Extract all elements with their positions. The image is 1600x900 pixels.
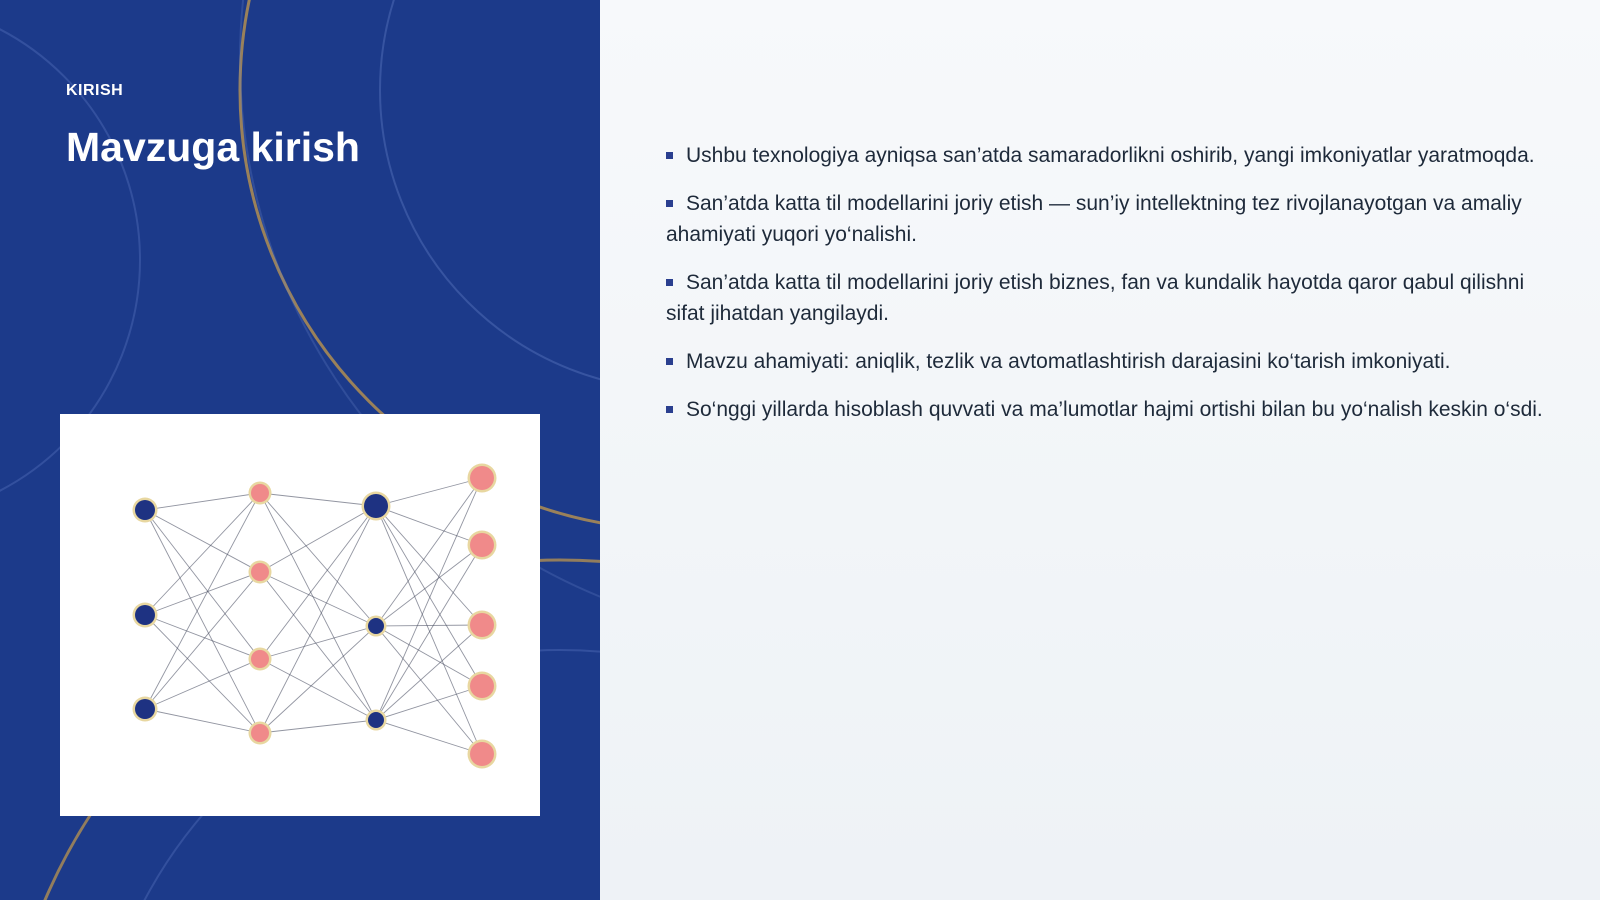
- nn-node: [251, 484, 269, 502]
- nn-connection-line: [260, 720, 376, 733]
- bullet-text: San’atda katta til modellarini joriy etish — sun’iy intellektning tez rivojlanayotgan va amaliy ahamiyati yuqori yo‘nalishi.: [666, 192, 1522, 246]
- nn-edges: [145, 478, 482, 754]
- nn-connection-line: [376, 626, 482, 686]
- nn-node: [135, 605, 155, 625]
- nn-connection-line: [260, 506, 376, 733]
- nn-node: [470, 613, 494, 637]
- bullet-item: [666, 188, 1546, 250]
- right-panel: [600, 0, 1600, 900]
- nn-nodes: [133, 464, 497, 769]
- nn-connection-line: [376, 625, 482, 720]
- nn-connection-line: [145, 572, 260, 615]
- nn-node: [135, 699, 155, 719]
- nn-connection-line: [145, 493, 260, 709]
- nn-connection-line: [376, 626, 482, 754]
- slide-title: Mavzuga kirish: [66, 124, 360, 170]
- nn-connection-line: [145, 659, 260, 709]
- nn-connection-line: [376, 625, 482, 626]
- nn-connection-line: [145, 493, 260, 510]
- bullet-item: [666, 394, 1546, 425]
- nn-connection-line: [376, 720, 482, 754]
- neural-network-illustration: [60, 414, 540, 816]
- nn-connection-line: [260, 506, 376, 659]
- nn-connection-line: [145, 572, 260, 709]
- nn-connection-line: [376, 506, 482, 545]
- section-kicker: KIRISH: [66, 82, 124, 99]
- bullet-item: [666, 346, 1546, 377]
- nn-node: [368, 712, 384, 728]
- nn-node: [364, 494, 388, 518]
- nn-node: [470, 533, 494, 557]
- square-bullet-icon: [666, 279, 673, 286]
- left-panel: [0, 0, 600, 900]
- bullet-item: [666, 267, 1546, 329]
- nn-connection-line: [376, 545, 482, 626]
- nn-node: [135, 500, 155, 520]
- nn-connection-line: [145, 493, 260, 615]
- neural-network-diagram: [60, 414, 540, 816]
- nn-node: [251, 724, 269, 742]
- square-bullet-icon: [666, 406, 673, 413]
- square-bullet-icon: [666, 358, 673, 365]
- nn-connection-line: [376, 686, 482, 720]
- nn-connection-line: [145, 510, 260, 572]
- nn-connection-line: [145, 709, 260, 733]
- nn-node: [251, 563, 269, 581]
- nn-connection-line: [376, 506, 482, 754]
- bullet-item: [666, 140, 1546, 171]
- nn-node: [368, 618, 384, 634]
- nn-connection-line: [376, 545, 482, 720]
- nn-connection-line: [260, 572, 376, 626]
- nn-connection-line: [260, 506, 376, 572]
- nn-node: [470, 466, 494, 490]
- nn-node: [470, 674, 494, 698]
- nn-connection-line: [376, 478, 482, 626]
- bullet-text: So‘nggi yillarda hisoblash quvvati va ma’lumotlar hajmi ortishi bilan bu yo‘nalish keskin o‘sdi.: [686, 398, 1543, 421]
- nn-connection-line: [260, 659, 376, 720]
- nn-connection-line: [260, 493, 376, 506]
- bullet-list: [666, 140, 1546, 442]
- nn-connection-line: [376, 506, 482, 686]
- nn-connection-line: [376, 478, 482, 506]
- square-bullet-icon: [666, 200, 673, 207]
- square-bullet-icon: [666, 152, 673, 159]
- nn-node: [470, 742, 494, 766]
- nn-connection-line: [260, 572, 376, 720]
- nn-node: [251, 650, 269, 668]
- bullet-text: Mavzu ahamiyati: aniqlik, tezlik va avtomatlashtirish darajasini ko‘tarish imkoniyati.: [686, 350, 1451, 373]
- bullet-text: Ushbu texnologiya ayniqsa san’atda samaradorlikni oshirib, yangi imkoniyatlar yaratmoqda.: [686, 144, 1535, 167]
- nn-connection-line: [376, 506, 482, 625]
- nn-connection-line: [145, 615, 260, 733]
- nn-connection-line: [376, 478, 482, 720]
- bullet-text: San’atda katta til modellarini joriy etish biznes, fan va kundalik hayotda qaror qabul qilishni sifat jihatdan yangilaydi.: [666, 271, 1525, 325]
